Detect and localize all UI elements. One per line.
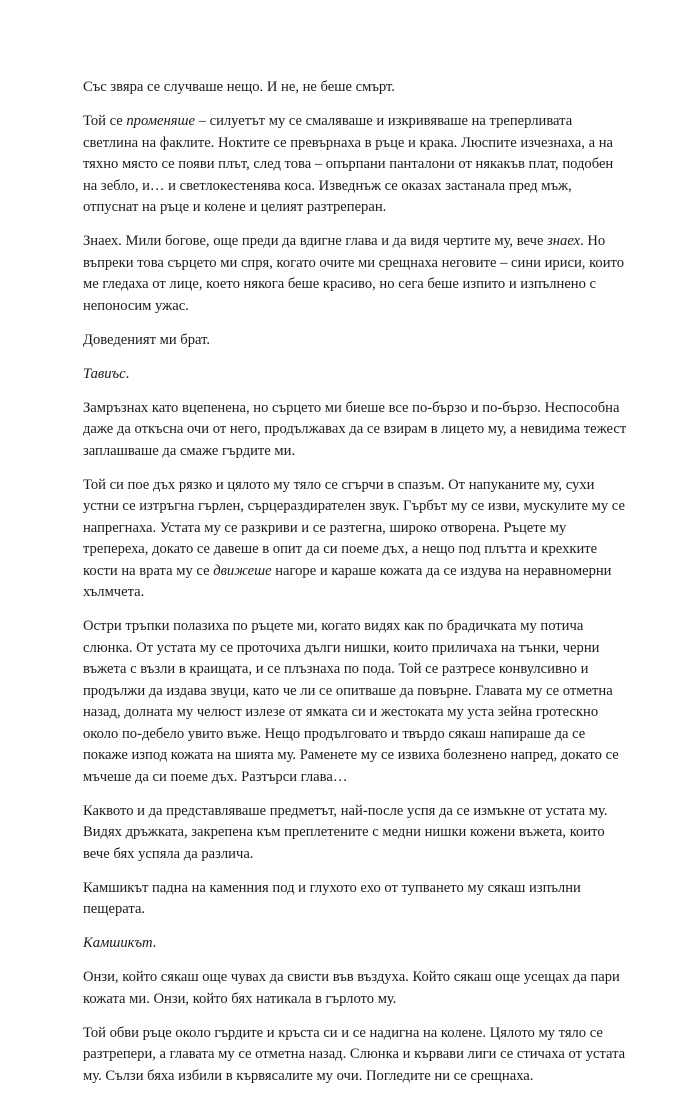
paragraph bbox=[83, 330, 628, 352]
paragraph bbox=[83, 111, 628, 219]
paragraph bbox=[83, 475, 628, 604]
text-run: . bbox=[152, 935, 157, 951]
text-run: нагоре и караше кожата да се издува на неравномерни хълмчета. bbox=[83, 562, 612, 600]
italic-text: променяше bbox=[126, 113, 196, 129]
italic-text: Камшикът bbox=[83, 935, 153, 951]
text-run: Камшикът падна на каменния под и глухото ехо от тупването му сякаш изпълни пещерата. bbox=[83, 879, 581, 917]
text-run: Той си пое дъх рязко и цялото му тяло се сгърчи в спазъм. От напуканите му, сухи устни се изтръгна гърлен, сърцераздирателен звук. Гърбът му се изви, мускулите му се напрегнаха. Устата му се разкриви и се разтегна, широко отворена. Ръцете му трепереха, докато се давеше в опит да си поеме дъх, а нещо под плътта и крехките кости на врата му се bbox=[83, 476, 625, 579]
paragraph bbox=[83, 398, 628, 463]
paragraph bbox=[83, 878, 628, 921]
text-run: Остри тръпки полазиха по ръцете ми, когато видях как по брадичката му потича слюнка. От устата му се проточиха дълги нишки, които приличаха на тънки, черни въжета с възли в краищата, и се плъзнаха по пода. Той се разтресе конвулсивно и продължи да издава звуци, като че ли се опитваше да повърне. Главата му се отметна назад, долната му челюст излезе от ямката си и жестоката му уста зейна гротескно около по-дебело увито въже. Нещо продълговато и твърдо сякаш напираше да се покаже изпод кожата на шията му. Раменете му се извиха болезнено напред, докато се мъчеше да си поеме дъх. Разтърси глава… bbox=[83, 618, 619, 785]
text-run: Знаех. Мили богове, още преди да вдигне глава и да видя чертите му, вече bbox=[83, 233, 548, 249]
text-run: Той се bbox=[83, 113, 127, 129]
italic-text: движеше bbox=[213, 562, 272, 579]
paragraph bbox=[83, 364, 628, 386]
text-run: Замръзнах като вцепенена, но сърцето ми биеше все по-бързо и по-бързо. Неспособна даже да откъсна очи от него, продължавах да се взирам в лицето му, а невидима тежест заплашваше да смаже гърдите ми. bbox=[83, 399, 627, 459]
text-run: Със звяра се случваше нещо. И не, не беше смърт. bbox=[83, 79, 395, 95]
paragraph bbox=[83, 616, 628, 788]
text-run: . Но въпреки това сърцето ми спря, когато очите ми срещнаха неговите – сини ириси, които ме гледаха от лице, което някога беше красиво, но сега беше изпито и изпълнено с непоносим ужас. bbox=[83, 233, 625, 314]
paragraph bbox=[83, 801, 628, 866]
paragraph bbox=[83, 77, 628, 99]
paragraph bbox=[83, 1023, 628, 1088]
text-run: – силуетът му се смаляваше и изкривяваше на треперливата светлина на факлите. Ноктите се превърнаха в ръце и крака. Люспите изчезнаха, а на тяхно място се появи плът, след това – опърпани панталони от някакъв плат, подобен на зебло, и… и светлокестенява коса. Изведнъж се оказах застанала пред мъж, отпуснат на ръце и колене и целият разтреперан. bbox=[83, 113, 614, 215]
text-run: Онзи, който сякаш още чувах да свисти във въздуха. Който сякаш още усещах да пари кожата ми. Онзи, който бях натикала в гърлото му. bbox=[83, 969, 620, 1007]
text-run: Той обви ръце около гърдите и кръста си и се надигна на колене. Цялото му тяло се разтрепери, а главата му се отметна назад. Слюнка и кървави лиги се стичаха от устата му. Сълзи бяха избили в кървясалите му очи. Погледите ни се срещнаха. bbox=[83, 1024, 626, 1084]
text-run: . bbox=[125, 365, 130, 382]
document-body bbox=[83, 77, 628, 1100]
paragraph bbox=[83, 933, 628, 955]
italic-text: знаех bbox=[547, 233, 581, 249]
text-run: Каквото и да представляваше предметът, най-после успя да се измъкне от устата му. Видях дръжката, закрепена към преплетените с медни нишки кожени въжета, които вече бях успяла да различа. bbox=[83, 802, 608, 862]
paragraph bbox=[83, 231, 628, 317]
text-run: Доведеният ми брат. bbox=[83, 331, 211, 348]
italic-text: Тавиъс bbox=[83, 365, 126, 382]
